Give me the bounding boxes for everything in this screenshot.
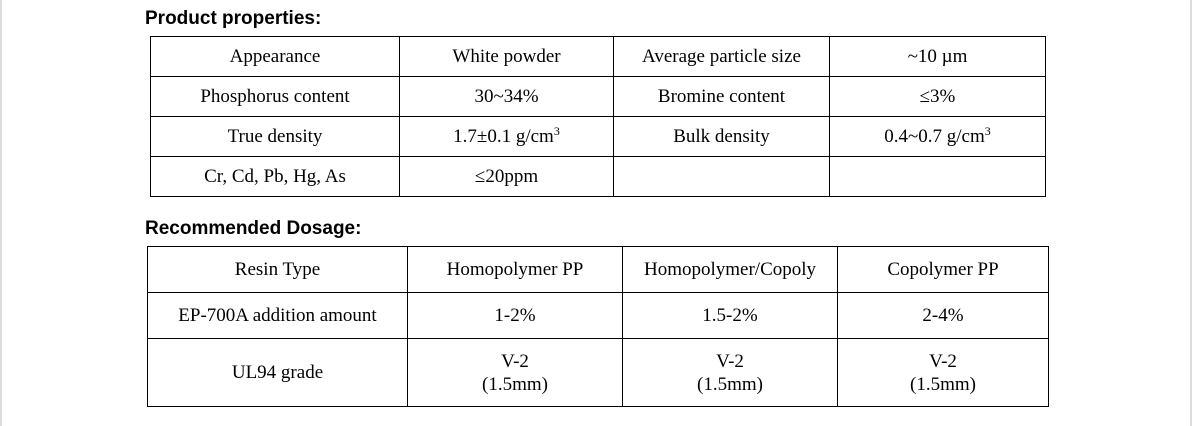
property-label: Phosphorus content: [151, 77, 400, 117]
table-row: [151, 77, 1046, 117]
ul94-grade: V-2: [501, 350, 529, 372]
unit-superscript: 3: [553, 124, 560, 138]
product-properties-heading: Product properties:: [145, 8, 322, 29]
table-cell: [838, 339, 1049, 407]
empty-cell: [614, 157, 830, 197]
row-label: EP-700A addition amount: [148, 293, 408, 339]
ul94-grade: V-2: [929, 350, 957, 372]
table-cell: 2-4%: [838, 293, 1049, 339]
property-label: Average particle size: [614, 37, 830, 77]
property-label: Cr, Cd, Pb, Hg, As: [151, 157, 400, 197]
table-row: [148, 293, 1049, 339]
empty-cell: [830, 157, 1046, 197]
unit-superscript: 3: [984, 124, 991, 138]
table-row: [151, 37, 1046, 77]
property-label: Appearance: [151, 37, 400, 77]
property-value: White powder: [400, 37, 614, 77]
property-label: True density: [151, 117, 400, 157]
true-density-value: 1.7±0.1 g/cm: [453, 126, 554, 147]
column-header: Resin Type: [148, 247, 408, 293]
ul94-grade: V-2: [716, 350, 744, 372]
table-row: [151, 117, 1046, 157]
recommended-dosage-table: [147, 246, 1049, 407]
column-header: Homopolymer/Copoly: [623, 247, 838, 293]
thickness-note: (1.5mm): [697, 373, 763, 395]
table-cell: [408, 339, 623, 407]
property-value: ≤3%: [830, 77, 1046, 117]
property-value: [400, 117, 614, 157]
table-row: [151, 157, 1046, 197]
thickness-note: (1.5mm): [910, 373, 976, 395]
property-label: Bulk density: [614, 117, 830, 157]
table-cell: 1.5-2%: [623, 293, 838, 339]
table-cell: [623, 339, 838, 407]
table-header-row: [148, 247, 1049, 293]
recommended-dosage-heading: Recommended Dosage:: [145, 218, 362, 239]
bulk-density-value: 0.4~0.7 g/cm: [884, 126, 985, 147]
page-left-border: [0, 0, 2, 426]
product-properties-table: [150, 36, 1046, 197]
column-header: Copolymer PP: [838, 247, 1049, 293]
property-value: [830, 117, 1046, 157]
property-value: ~10 µm: [830, 37, 1046, 77]
property-label: Bromine content: [614, 77, 830, 117]
row-label: UL94 grade: [148, 339, 408, 407]
property-value: 30~34%: [400, 77, 614, 117]
thickness-note: (1.5mm): [482, 373, 548, 395]
table-cell: 1-2%: [408, 293, 623, 339]
table-row: [148, 339, 1049, 407]
column-header: Homopolymer PP: [408, 247, 623, 293]
property-value: ≤20ppm: [400, 157, 614, 197]
